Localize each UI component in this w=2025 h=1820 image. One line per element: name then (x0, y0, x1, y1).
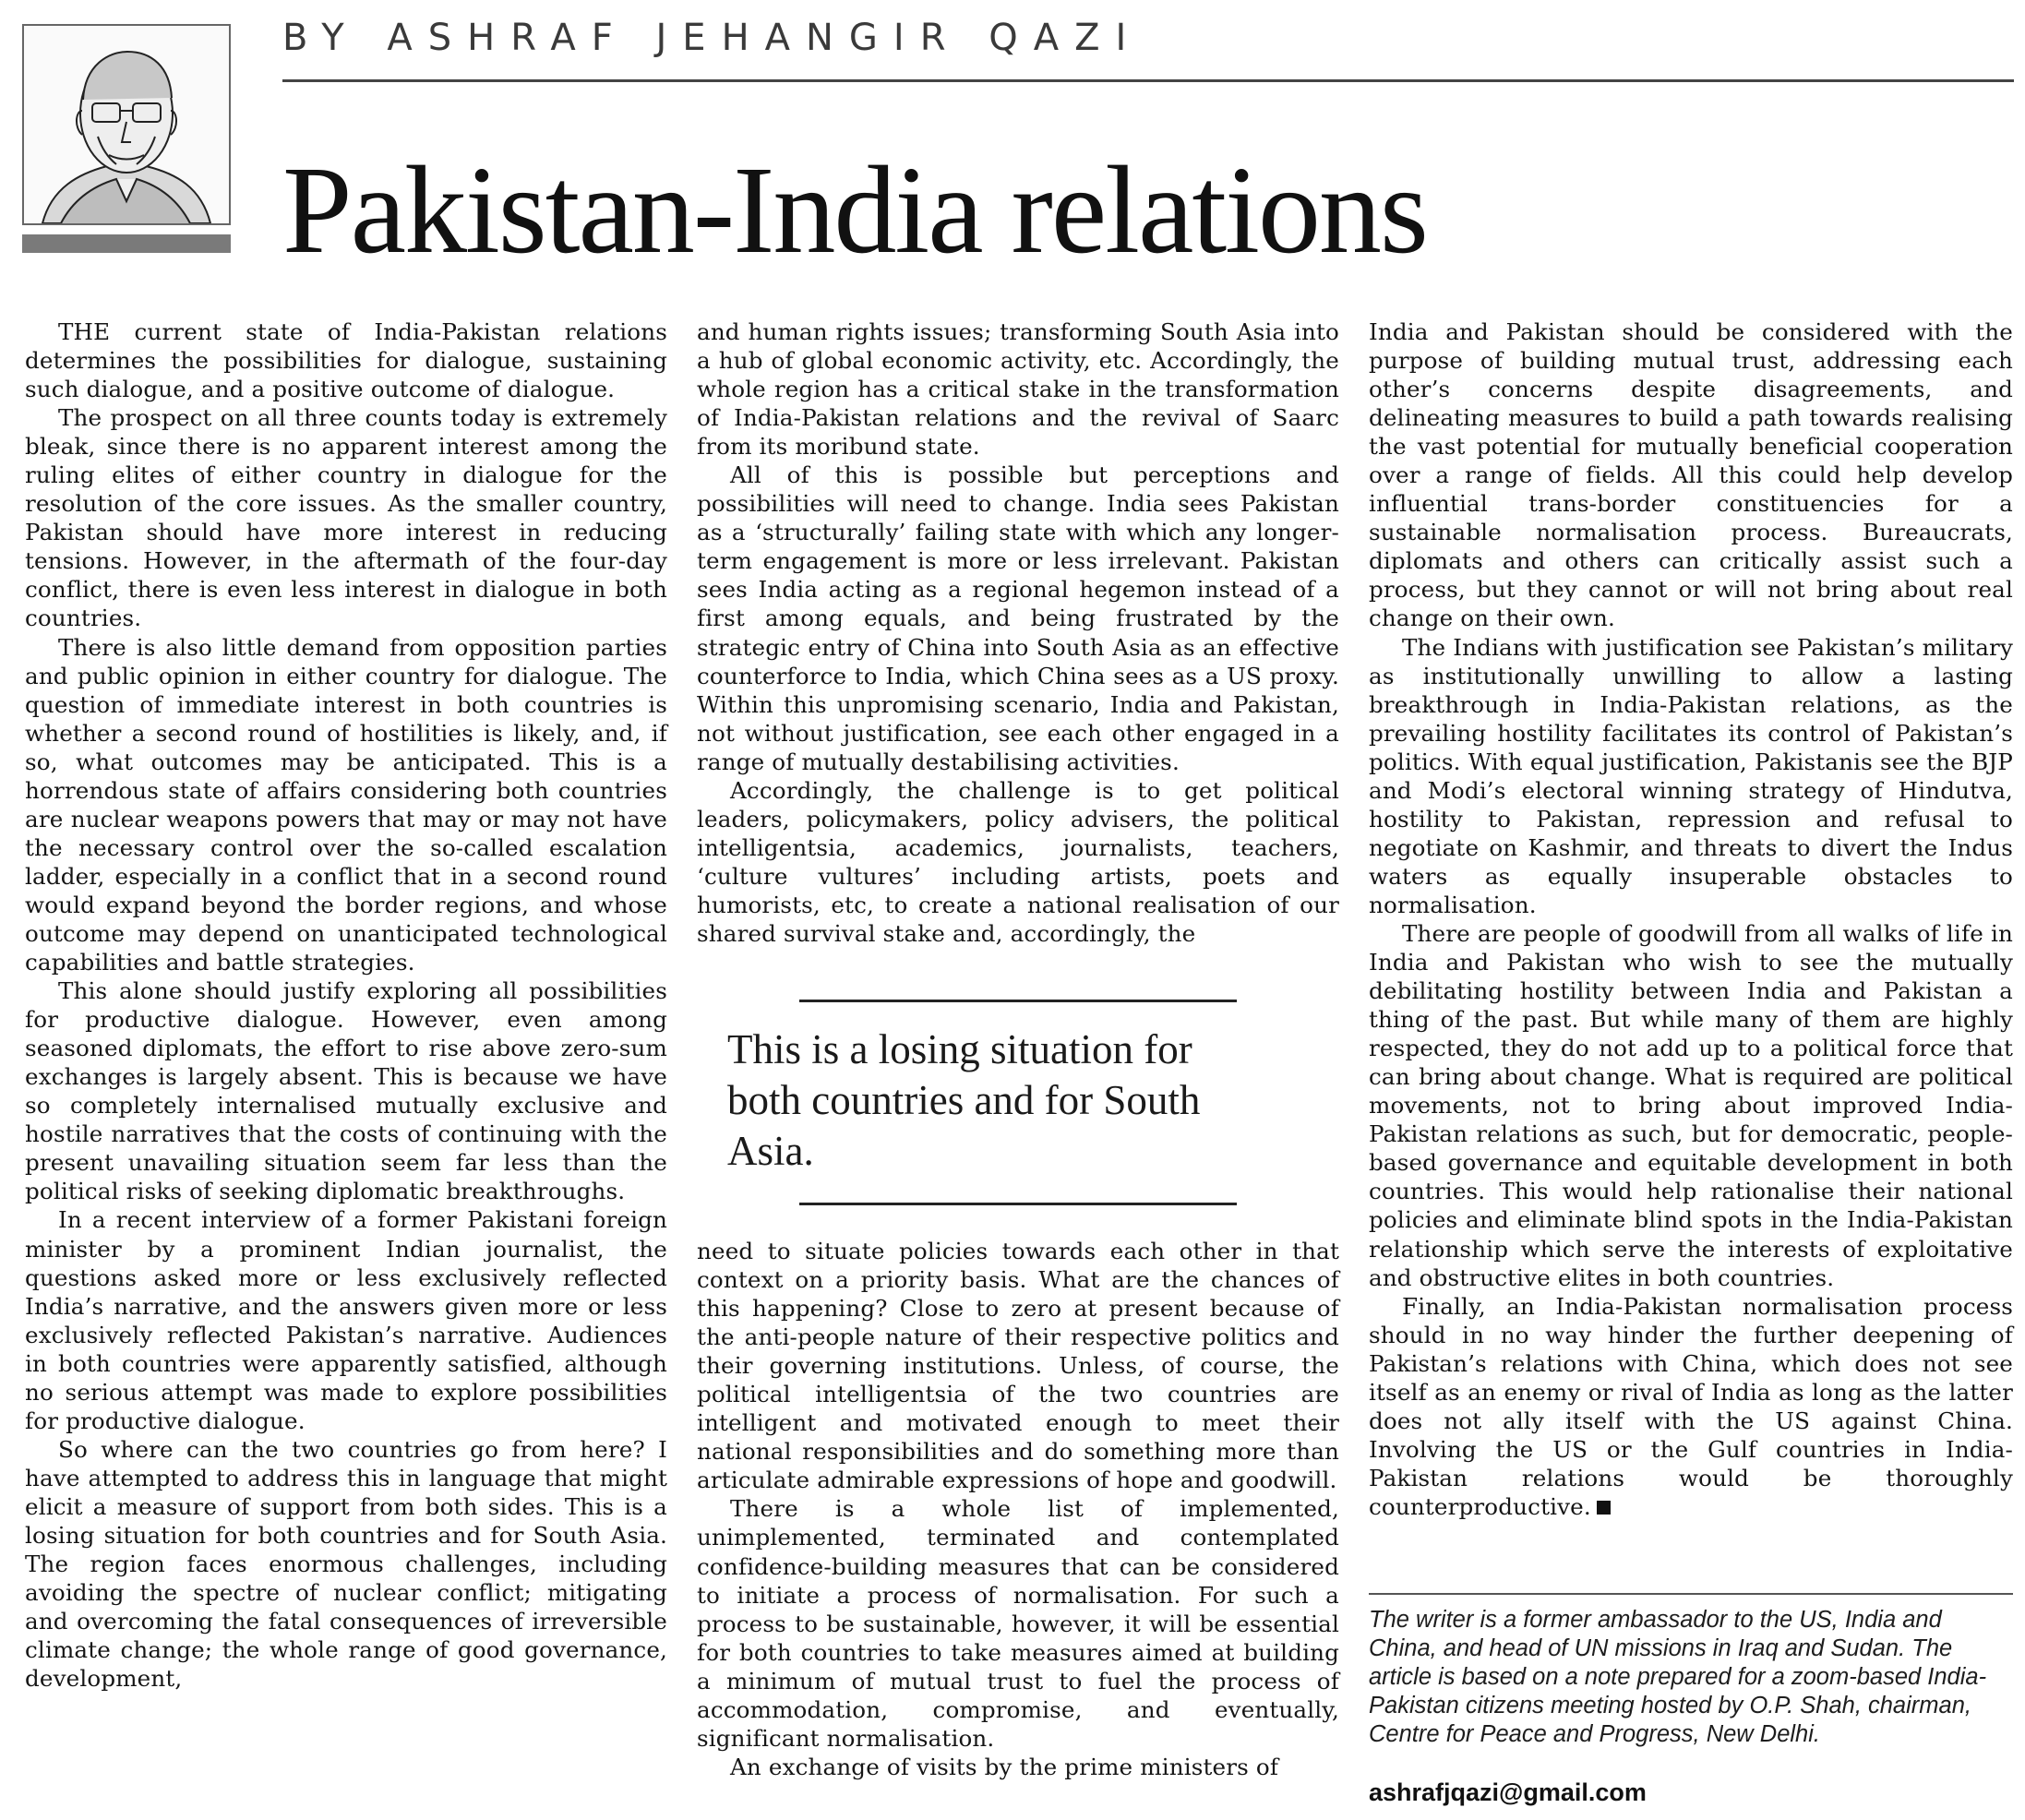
paragraph: Accordingly, the challenge is to get political leaders, policymakers, policy advisers, the political intelligentsia, academics, journalists, teachers, ‘culture vultures’ including artists, poets and humorists, etc, to create a national realisation of our shared survival stake and, accordingly, the (697, 776, 1339, 947)
author-email[interactable]: ashrafjqazi@gmail.com (1369, 1778, 1647, 1806)
paragraph: THE current state of India-Pakistan relations determines the possibilities for dialogue, sustaining such dialogue, and a positive outcome of dialogue. (25, 318, 667, 403)
headline: Pakistan-India relations (282, 141, 1427, 280)
article-column-2-top (697, 317, 1339, 948)
paragraph: In a recent interview of a former Pakistani foreign minister by a prominent Indian journalist, the questions asked more or less exclusively reflected India’s narrative, and the answers given more or less exclusively reflected Pakistan’s narrative. Audiences in both countries were apparently satisfied, although no serious attempt was made to explore possibilities for productive dialogue. (25, 1206, 667, 1434)
author-portrait-icon (24, 26, 229, 223)
article-column-3 (1369, 317, 2013, 1521)
author-photo (22, 24, 231, 225)
paragraph: The prospect on all three counts today is extremely bleak, since there is no apparent interest among the ruling elites of either country in dialogue for the resolution of the core issues. As the smaller country, Pakistan should have more interest in reducing tensions. However, in the aftermath of the four-day conflict, there is even less interest in dialogue in both countries. (25, 404, 667, 632)
paragraph: There is also little demand from opposition parties and public opinion in either country for dialogue. The question of immediate interest in both countries is whether a second round of hostilities is likely, and, if so, what outcomes may be anticipated. This is a horrendous state of affairs considering both countries are nuclear weapons powers that may or may not have the necessary control over the so-called escalation ladder, especially in a conflict that in a second round would expand beyond the border regions, and whose outcome may depend on unanticipated technological capabilities and battle strategies. (25, 633, 667, 976)
author-bio: The writer is a former ambassador to the US, India and China, and head of UN missions in Iraq and Sudan. The article is based on a note prepared for a zoom-based India-Pakistan citizens meeting hosted by O.P. Shah, chairman, Centre for Peace and Progress, New Delhi. (1369, 1607, 1987, 1747)
article-column-1 (25, 317, 667, 1693)
byline: BY ASHRAF JEHANGIR QAZI (282, 17, 1143, 59)
paragraph: India and Pakistan should be considered with the purpose of building mutual trust, addressing each other’s concerns despite disagreements, and delineating measures to build a path towards realising the vast potential for mutually beneficial cooperation over a range of fields. All this could help develop influential trans-border constituencies for a sustainable normalisation process. Bureaucrats, diplomats and others can critically assist such a process, but they cannot or will not bring about real change on their own. (1369, 318, 2013, 632)
paragraph: All of this is possible but perceptions and possibilities will need to change. India sees Pakistan as a ‘structurally’ failing state with which any longer-term engagement is more or less irrelevant. Pakistan sees India acting as a regional hegemon instead of a first among equals, and being frustrated by the strategic entry of China into South Asia as an effective counterforce to India, which China sees as a US proxy. Within this unpromising scenario, India and Pakistan, not without justification, see each other engaged in a range of mutually destabilising activities. (697, 461, 1339, 775)
paragraph: There are people of goodwill from all walks of life in India and Pakistan who wish to see the mutually debilitating hostility between India and Pakistan a thing of the past. But while many of them are highly respected, they do not add up to a political force that can bring about change. What is required are political movements, not to bring about improved India-Pakistan relations as such, but for democratic, people-based governance and equitable development in both countries. This would help rationalise their national policies and eliminate blind spots in the India-Pakistan relationship which serve the interests of exploitative and obstructive elites in both countries. (1369, 919, 2013, 1291)
paragraph: An exchange of visits by the prime ministers of (730, 1753, 1279, 1780)
pull-quote-rule-top (799, 1000, 1237, 1002)
paragraph: and human rights issues; transforming South Asia into a hub of global economic activity, etc. Accordingly, the whole region has a critical stake in the transformation of India-Pakistan relations and the revival of Saarc from its moribund state. (697, 318, 1339, 461)
end-mark-icon (1597, 1501, 1611, 1515)
bio-rule (1369, 1593, 2013, 1595)
final-paragraph-text: Finally, an India-Pakistan normalisation process should in no way hinder the further deepening of Pakistan’s relations with China, which does not see itself as an enemy or rival of India as long as the latter does not ally itself with the US against China. Involving the US or the Gulf countries in India-Pakistan relations would be thoroughly counterproductive. (1369, 1292, 2013, 1520)
pull-quote-rule-bottom (799, 1203, 1237, 1205)
photo-bar (22, 234, 231, 253)
pull-quote: This is a losing situation for both countries and for South Asia. (727, 1026, 1201, 1174)
paragraph (1369, 1292, 2013, 1521)
paragraph: The Indians with justification see Pakistan’s military as institutionally unwilling to allow a lasting breakthrough in India-Pakistan relations, as the prevailing hostility facilitates its control of Pakistan’s politics. With equal justification, Pakistanis see the BJP and Modi’s electoral winning strategy of Hindutva, hostility to Pakistan, repression and refusal to negotiate on Kashmir, and threats to divert the Indus waters as equally insuperable obstacles to normalisation. (1369, 633, 2013, 918)
paragraph: This alone should justify exploring all possibilities for productive dialogue. However, even among seasoned diplomats, the effort to rise above zero-sum exchanges is largely absent. This is because we have so completely internalised mutually exclusive and hostile narratives that the costs of continuing with the present unavailing situation seem far less than the political risks of seeking diplomatic breakthroughs. (25, 977, 667, 1205)
paragraph: There is a whole list of implemented, unimplemented, terminated and contemplated confidence-building measures that can be considered to initiate a process of normalisation. For such a process to be sustainable, however, it will be essential for both countries to take measures aimed at building a minimum of mutual trust to fuel the process of accommodation, compromise, and eventually, significant normalisation. (697, 1495, 1339, 1752)
byline-rule (282, 79, 2014, 82)
paragraph: So where can the two countries go from here? I have attempted to address this in language that might elicit a measure of support from both sides. This is a losing situation for both countries and for South Asia. The region faces enormous challenges, including avoiding the spectre of nuclear conflict; mitigating and overcoming the fatal consequences of irreversible climate change; the whole range of good governance, development, (25, 1435, 667, 1693)
article-column-2-bottom (697, 1237, 1339, 1781)
paragraph: need to situate policies towards each other in that context on a priority basis. What are the chances of this happening? Close to zero at present because of the anti-people nature of their respective politics and their governing institutions. Unless, of course, the political intelligentsia of the two countries are intelligent and motivated enough to meet their national responsibilities and do something more than articulate admirable expressions of hope and goodwill. (697, 1238, 1339, 1494)
